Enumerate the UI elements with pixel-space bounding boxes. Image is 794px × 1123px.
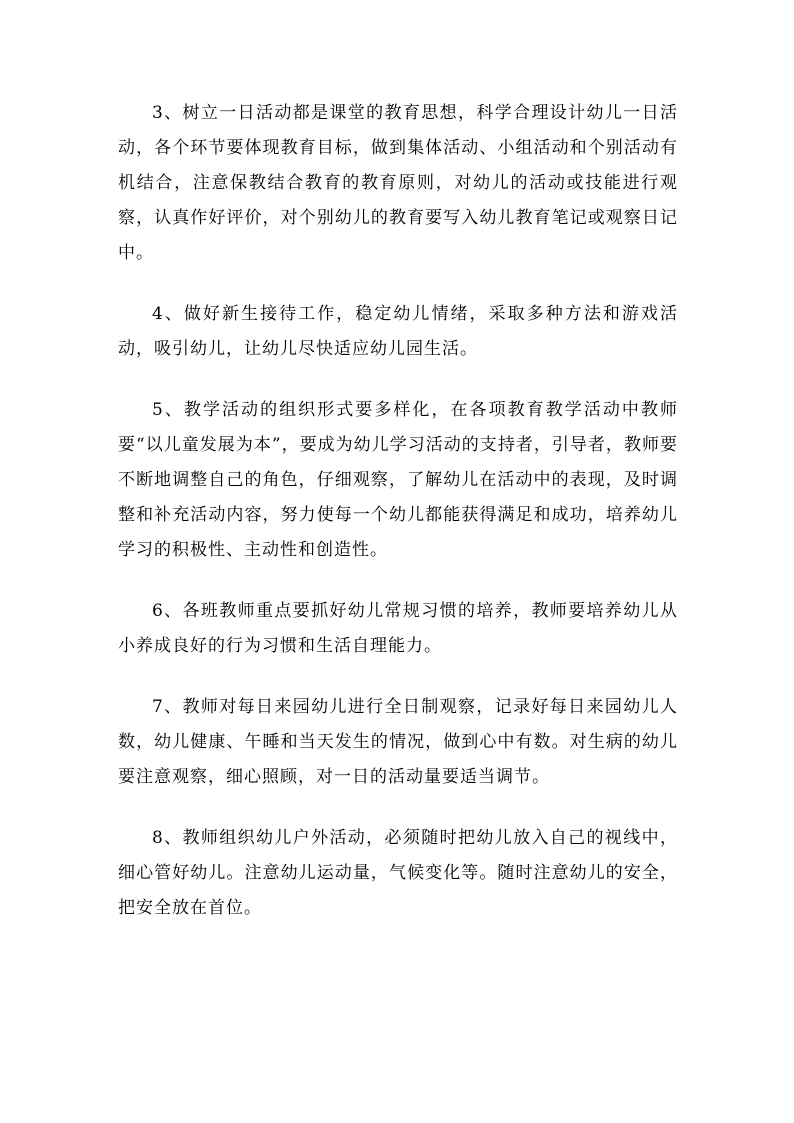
paragraph-7: 7、教师对每日来园幼儿进行全日制观察，记录好每日来园幼儿人数，幼儿健康、午睡和当天发生的情况，做到心中有数。对生病的幼儿要注意观察，细心照顾，对一日的活动量要适当调节。 [118, 697, 678, 787]
paragraph-6: 6、各班教师重点要抓好幼儿常规习惯的培养，教师要培养幼儿从小养成良好的行为习惯和生活自理能力。 [118, 601, 678, 656]
paragraph-8: 8、教师组织幼儿户外活动，必须随时把幼儿放入自己的视线中，细心管好幼儿。注意幼儿运动量，气候变化等。随时注意幼儿的安全，把安全放在首位。 [118, 828, 678, 918]
paragraph-5: 5、教学活动的组织形式要多样化，在各项教育教学活动中教师要“以儿童发展为本”，要成为幼儿学习活动的支持者，引导者，教师要不断地调整自己的角色，仔细观察，了解幼儿在活动中的表现，及时调整和补充活动内容，努力使每一个幼儿都能获得满足和成功，培养幼儿学习的积极性、主动性和创造性。 [118, 400, 678, 560]
document-body [118, 96, 678, 952]
paragraph-4: 4、做好新生接待工作，稳定幼儿情绪，采取多种方法和游戏活动，吸引幼儿，让幼儿尽快适应幼儿园生活。 [118, 304, 678, 359]
paragraph-3: 3、树立一日活动都是课堂的教育思想，科学合理设计幼儿一日活动，各个环节要体现教育目标，做到集体活动、小组活动和个别活动有机结合，注意保教结合教育的教育原则，对幼儿的活动或技能进行观察，认真作好评价，对个别幼儿的教育要写入幼儿教育笔记或观察日记中。 [118, 103, 678, 263]
